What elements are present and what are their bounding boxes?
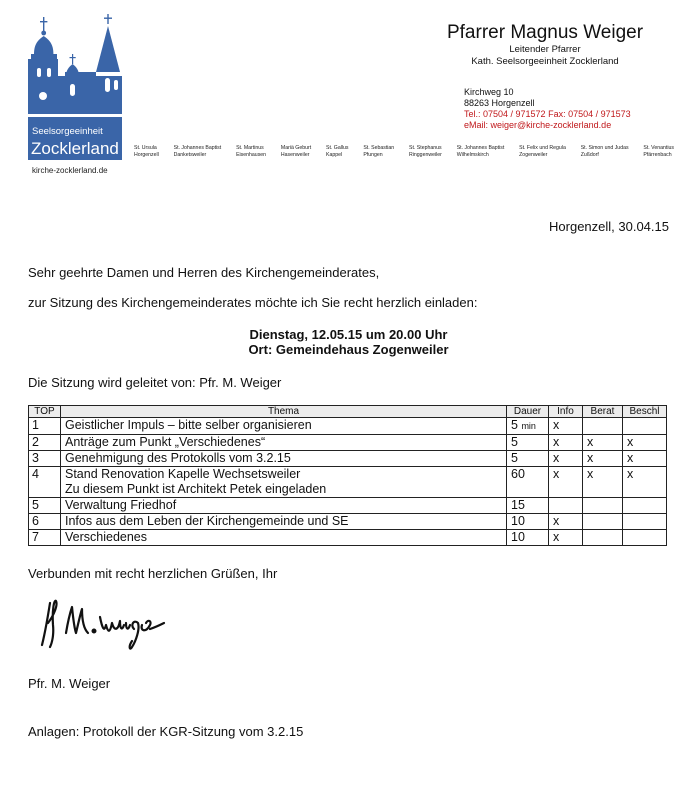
- logo-url[interactable]: kirche-zocklerland.de: [32, 166, 108, 175]
- header-topic: Thema: [61, 406, 507, 418]
- parish-place: Hasenweiler: [280, 152, 310, 158]
- church-logo: [28, 14, 124, 164]
- agenda-discuss-mark: [583, 530, 623, 546]
- sender-role: Leitender Pfarrer: [509, 44, 581, 55]
- closing-text: Verbunden mit recht herzlichen Grüßen, Ihr: [28, 566, 278, 581]
- logo-line1: Seelsorgeeinheit: [32, 126, 103, 137]
- agenda-topic: [61, 418, 507, 435]
- agenda-table: [28, 405, 667, 546]
- agenda-number: 7: [29, 530, 61, 546]
- parish-saint: St. Ursula: [134, 145, 157, 151]
- agenda-topic-line: Genehmigung des Protokolls vom 3.2.15: [65, 451, 291, 465]
- agenda-info-mark: x: [549, 451, 583, 467]
- parish-place: Pfungen: [363, 152, 383, 158]
- event-place: Ort: Gemeindehaus Zogenweiler: [248, 342, 449, 357]
- agenda-decide-mark: x: [623, 467, 667, 498]
- handwritten-signature: [36, 595, 176, 655]
- agenda-topic: [61, 514, 507, 530]
- agenda-info-mark: x: [549, 467, 583, 498]
- parish-item: [174, 145, 222, 159]
- agenda-header-row: [29, 406, 667, 418]
- agenda-topic: [61, 435, 507, 451]
- parish-saint: Mariä Geburt: [280, 145, 312, 151]
- agenda-number: 6: [29, 514, 61, 530]
- parish-saint: St. Johannes Baptist: [456, 145, 505, 151]
- parish-place: Eisenhausen: [236, 152, 267, 158]
- agenda-duration: [507, 530, 549, 546]
- sender-block: [420, 22, 670, 68]
- parish-place: Wilhelmskirch: [456, 152, 489, 158]
- header-top: TOP: [29, 406, 61, 418]
- agenda-row: [29, 418, 667, 435]
- sender-name: Pfarrer Magnus Weiger: [446, 22, 644, 43]
- agenda-topic-line: Anträge zum Punkt „Verschiedenes“: [65, 435, 266, 449]
- agenda-number: 3: [29, 451, 61, 467]
- agenda-duration: [507, 498, 549, 514]
- agenda-duration: [507, 451, 549, 467]
- duration-value: 5: [511, 451, 518, 465]
- agenda-row: [29, 514, 667, 530]
- duration-value: 10: [511, 514, 525, 528]
- agenda-row: [29, 451, 667, 467]
- agenda-decide-mark: [623, 530, 667, 546]
- parish-item: [281, 145, 311, 159]
- agenda-row: [29, 498, 667, 514]
- chair-text: Die Sitzung wird geleitet von: Pfr. M. Weiger: [28, 375, 282, 390]
- agenda-discuss-mark: x: [583, 467, 623, 498]
- logo-line2: Zocklerland: [31, 139, 119, 158]
- agenda-discuss-mark: [583, 498, 623, 514]
- header-info: Info: [549, 406, 583, 418]
- parish-item: [236, 145, 266, 159]
- agenda-topic-note: Zu diesem Punkt ist Architekt Petek eingeladen: [65, 482, 327, 496]
- agenda-duration: [507, 467, 549, 498]
- event-date: Dienstag, 12.05.15 um 20.00 Uhr: [249, 327, 448, 342]
- parish-saint: St. Johannes Baptist: [173, 145, 222, 151]
- address-phone: Tel.: 07504 / 971572 Fax: 07504 / 971573: [464, 109, 631, 119]
- agenda-discuss-mark: x: [583, 435, 623, 451]
- parish-saint: St. Stephanus: [409, 145, 442, 151]
- agenda-duration: [507, 418, 549, 435]
- parish-saint: St. Martinus: [236, 145, 264, 151]
- parish-item: [643, 145, 674, 159]
- agenda-decide-mark: x: [623, 451, 667, 467]
- agenda-decide-mark: [623, 418, 667, 435]
- agenda-topic-line: Infos aus dem Leben der Kirchengemeinde und SE: [65, 514, 349, 528]
- parish-place: Pfärrenbach: [643, 152, 672, 158]
- duration-value: 5: [511, 418, 518, 432]
- parish-item: [581, 145, 629, 159]
- agenda-decide-mark: x: [623, 435, 667, 451]
- agenda-number: 4: [29, 467, 61, 498]
- address-street: Kirchweg 10: [464, 87, 514, 97]
- salutation: Sehr geehrte Damen und Herren des Kirchengemeinderates,: [28, 265, 380, 280]
- agenda-topic: [61, 467, 507, 498]
- sender-org: Kath. Seelsorgeeinheit Zocklerland: [471, 56, 619, 67]
- duration-value: 60: [511, 467, 525, 481]
- parish-place: Zußdorf: [580, 152, 599, 158]
- parish-saint: St. Felix und Regula: [519, 145, 566, 151]
- parish-place: Horgenzell: [134, 152, 159, 158]
- header-discuss: Berat: [583, 406, 623, 418]
- sender-address: [464, 87, 631, 131]
- agenda-number: 2: [29, 435, 61, 451]
- parish-item: [409, 145, 442, 159]
- agenda-row: [29, 435, 667, 451]
- agenda-duration: [507, 514, 549, 530]
- parish-item: [134, 145, 159, 159]
- intro-text: zur Sitzung des Kirchengemeinderates möchte ich Sie recht herzlich einladen:: [28, 295, 478, 310]
- agenda-info-mark: x: [549, 530, 583, 546]
- duration-value: 5: [511, 435, 518, 449]
- letter-date: Horgenzell, 30.04.15: [549, 219, 669, 234]
- address-city: 88263 Horgenzell: [464, 98, 535, 108]
- agenda-topic: [61, 498, 507, 514]
- parish-item: [326, 145, 349, 159]
- parish-place: Kappel: [326, 152, 343, 158]
- parish-place: Zogenweiler: [519, 152, 548, 158]
- parish-place: Danketsweiler: [173, 152, 207, 158]
- agenda-info-mark: x: [549, 418, 583, 435]
- duration-value: 15: [511, 498, 525, 512]
- parish-saint: St. Sebastian: [363, 145, 395, 151]
- signer-name: Pfr. M. Weiger: [28, 676, 111, 691]
- agenda-topic-line: Geistlicher Impuls – bitte selber organisieren: [65, 418, 312, 432]
- agenda-info-mark: x: [549, 435, 583, 451]
- agenda-topic: [61, 451, 507, 467]
- agenda-discuss-mark: [583, 418, 623, 435]
- parish-place: Ringgenweiler: [409, 152, 442, 158]
- agenda-info-mark: x: [549, 514, 583, 530]
- agenda-duration: [507, 435, 549, 451]
- event-details: [0, 327, 697, 357]
- parish-saint: St. Simon und Judas: [580, 145, 629, 151]
- parish-item: [519, 145, 566, 159]
- agenda-decide-mark: [623, 514, 667, 530]
- parish-list: [134, 145, 674, 159]
- agenda-topic-line: Verwaltung Friedhof: [65, 498, 177, 512]
- church-towers-icon: [28, 14, 124, 164]
- parish-saint: St. Venantius: [643, 145, 674, 151]
- agenda-row: [29, 467, 667, 498]
- parish-item: [457, 145, 505, 159]
- agenda-decide-mark: [623, 498, 667, 514]
- address-email[interactable]: eMail: weiger@kirche-zocklerland.de: [464, 120, 612, 130]
- agenda-discuss-mark: x: [583, 451, 623, 467]
- agenda-info-mark: [549, 498, 583, 514]
- agenda-topic-line: Verschiedenes: [65, 530, 148, 544]
- header-duration: Dauer: [507, 406, 549, 418]
- duration-unit: min: [521, 421, 536, 431]
- agenda-topic-line: Stand Renovation Kapelle Wechsetsweiler: [65, 467, 301, 481]
- parish-saint: St. Gallus: [326, 145, 349, 151]
- agenda-topic: [61, 530, 507, 546]
- agenda-discuss-mark: [583, 514, 623, 530]
- header-decide: Beschl: [623, 406, 667, 418]
- agenda-number: 5: [29, 498, 61, 514]
- agenda-row: [29, 530, 667, 546]
- duration-value: 10: [511, 530, 525, 544]
- agenda-number: 1: [29, 418, 61, 435]
- attachments-text: Anlagen: Protokoll der KGR-Sitzung vom 3.2.15: [28, 724, 304, 739]
- parish-item: [363, 145, 394, 159]
